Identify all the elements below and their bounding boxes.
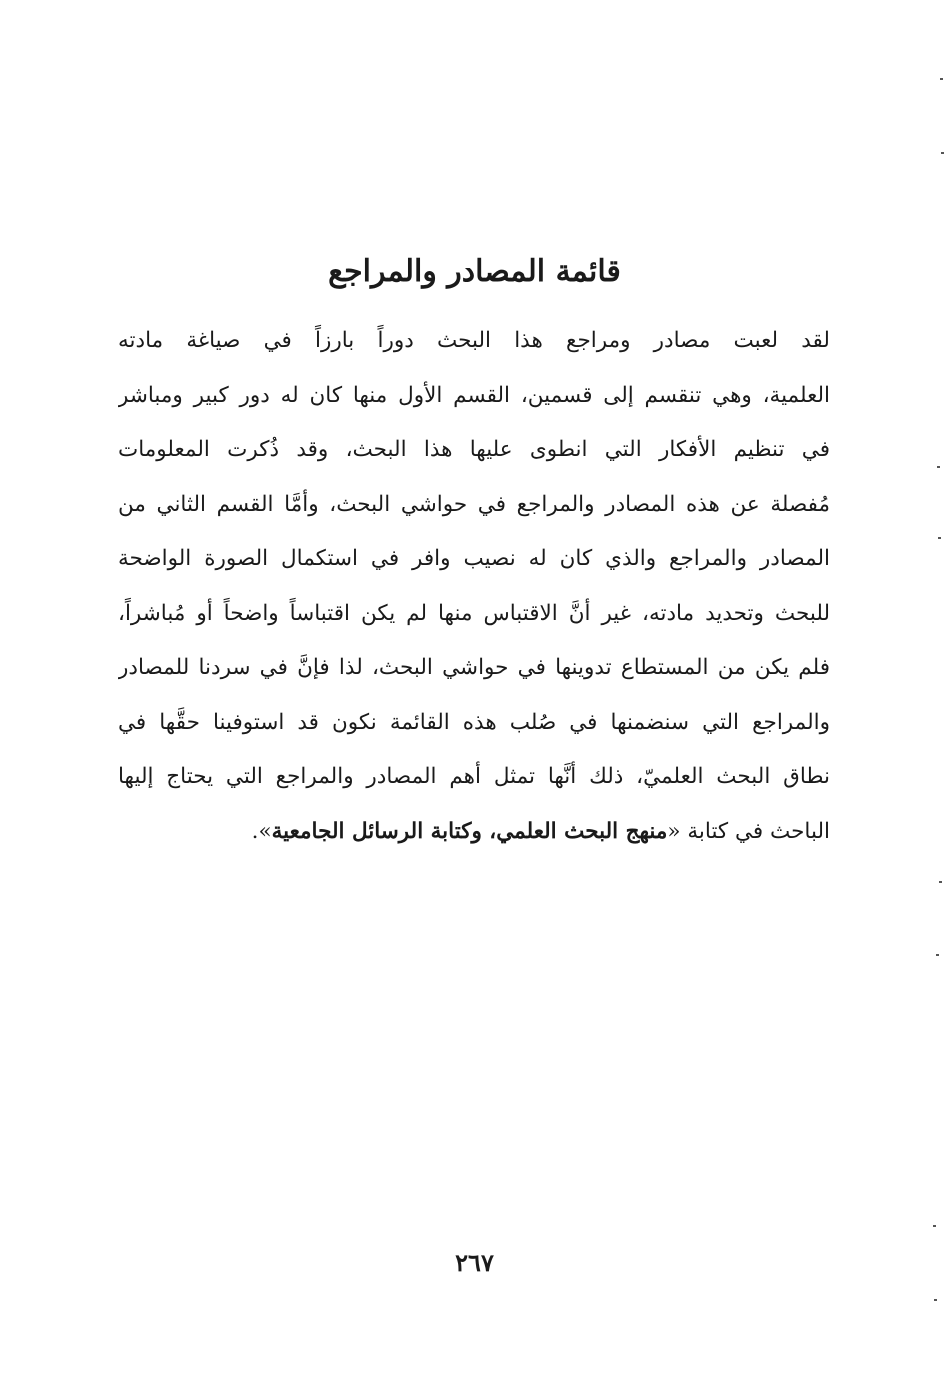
scan-speck (938, 537, 941, 539)
paragraph-last-line (118, 805, 830, 860)
paragraph-line: للبحث وتحديد مادته، غير أنَّ الاقتباس منها لم يكن اقتباساً واضحاً أو مُباشراً، (118, 600, 830, 626)
last-line-suffix: ». (251, 818, 272, 844)
paragraph-line: في تنظيم الأفكار التي انطوى عليها هذا البحث، وقد ذُكرت المعلومات (118, 437, 830, 462)
scan-speck (936, 954, 939, 956)
paragraph-line: فلم يكن من المستطاع تدوينها في حواشي البحث، لذا فإنَّ في سردنا للمصادر (118, 655, 830, 680)
paragraph-line: المصادر والمراجع والذي كان له نصيب وافر في استكمال الصورة الواضحة (118, 546, 830, 571)
scan-speck (939, 881, 942, 883)
book-title: منهج البحث العلمي، وكتابة الرسائل الجامعية (271, 818, 668, 844)
paragraph-line: نطاق البحث العلميّ، ذلك أنَّها تمثل أهم المصادر والمراجع التي يحتاج إليها (118, 764, 830, 789)
scan-speck (934, 1299, 937, 1301)
page-heading: قائمة المصادر والمراجع (328, 254, 621, 289)
scan-speck (941, 152, 944, 154)
paragraph-line: لقد لعبت مصادر ومراجع هذا البحث دوراً بارزاً في صياغة مادته (118, 328, 830, 353)
page-number: ٢٦٧ (455, 1248, 494, 1277)
paragraph-line: والمراجع التي سنضمنها في صُلب هذه القائمة نكون قد استوفينا حقَّها في (118, 709, 830, 735)
last-line-prefix: الباحث في كتابة « (667, 818, 830, 844)
scan-speck (940, 78, 943, 80)
scan-speck (937, 466, 940, 468)
body-paragraph (118, 314, 830, 859)
paragraph-line: العلمية، وهي تنقسم إلى قسمين، القسم الأول منها كان له دور كبير ومباشر (118, 382, 830, 408)
scan-speck (933, 1225, 936, 1227)
paragraph-line: مُفصلة عن هذه المصادر والمراجع في حواشي البحث، وأمَّا القسم الثاني من (118, 491, 830, 517)
